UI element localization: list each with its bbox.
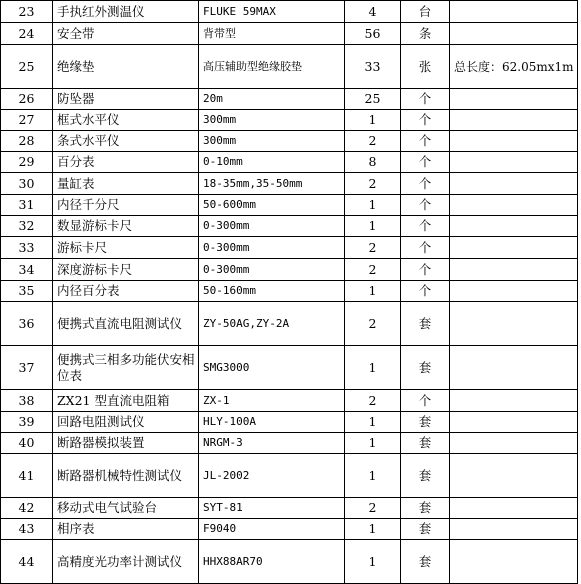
row-number-cell: 24: [1, 23, 53, 45]
table-row: [1, 216, 578, 237]
item-unit-cell: 条: [401, 23, 450, 45]
row-number-cell: 30: [1, 173, 53, 195]
item-unit-cell: 个: [401, 195, 450, 216]
item-quantity-cell: 56: [345, 23, 401, 45]
item-spec-cell: NRGM-3: [199, 433, 345, 454]
item-name-cell: 条式水平仪: [53, 131, 199, 152]
item-unit-cell: 个: [401, 131, 450, 152]
remarks-cell: [450, 110, 578, 131]
remarks-cell: [450, 412, 578, 433]
item-quantity-cell: 1: [345, 540, 401, 584]
item-quantity-cell: 1: [345, 412, 401, 433]
item-name-cell: 数显游标卡尺: [53, 216, 199, 237]
table-row: [1, 89, 578, 110]
item-name-cell: 内径百分表: [53, 281, 199, 302]
equipment-table-body: [1, 1, 578, 584]
item-unit-cell: 个: [401, 216, 450, 237]
row-number-cell: 28: [1, 131, 53, 152]
item-spec-cell: HLY-100A: [199, 412, 345, 433]
item-quantity-cell: 25: [345, 89, 401, 110]
table-row: [1, 498, 578, 519]
table-row: [1, 131, 578, 152]
item-unit-cell: 台: [401, 1, 450, 23]
item-spec-cell: 高压辅助型绝缘胶垫: [199, 45, 345, 89]
item-quantity-cell: 2: [345, 259, 401, 281]
row-number-cell: 39: [1, 412, 53, 433]
item-unit-cell: 套: [401, 454, 450, 498]
row-number-cell: 40: [1, 433, 53, 454]
table-row: [1, 23, 578, 45]
row-number-cell: 26: [1, 89, 53, 110]
remarks-cell: [450, 498, 578, 519]
item-spec-cell: 0-300mm: [199, 237, 345, 259]
item-unit-cell: 个: [401, 152, 450, 173]
item-quantity-cell: 1: [345, 519, 401, 540]
remarks-cell: [450, 433, 578, 454]
row-number-cell: 38: [1, 390, 53, 412]
item-name-cell: 安全带: [53, 23, 199, 45]
item-unit-cell: 套: [401, 302, 450, 346]
item-name-cell: 手执红外测温仪: [53, 1, 199, 23]
item-quantity-cell: 2: [345, 498, 401, 519]
item-name-cell: 防坠器: [53, 89, 199, 110]
item-unit-cell: 个: [401, 110, 450, 131]
item-quantity-cell: 1: [345, 110, 401, 131]
table-row: [1, 346, 578, 390]
item-name-cell: 深度游标卡尺: [53, 259, 199, 281]
table-row: [1, 110, 578, 131]
row-number-cell: 32: [1, 216, 53, 237]
remarks-cell: [450, 540, 578, 584]
item-quantity-cell: 4: [345, 1, 401, 23]
table-row: [1, 173, 578, 195]
table-row: [1, 45, 578, 89]
remarks-cell: [450, 1, 578, 23]
item-name-cell: 量缸表: [53, 173, 199, 195]
row-number-cell: 31: [1, 195, 53, 216]
table-row: [1, 281, 578, 302]
remarks-cell: [450, 173, 578, 195]
remarks-cell: [450, 131, 578, 152]
item-quantity-cell: 2: [345, 390, 401, 412]
item-quantity-cell: 33: [345, 45, 401, 89]
table-row: [1, 1, 578, 23]
item-quantity-cell: 1: [345, 216, 401, 237]
row-number-cell: 41: [1, 454, 53, 498]
item-name-cell: 百分表: [53, 152, 199, 173]
item-name-cell: 高精度光功率计测试仪: [53, 540, 199, 584]
item-unit-cell: 套: [401, 540, 450, 584]
remarks-cell: [450, 23, 578, 45]
item-quantity-cell: 1: [345, 195, 401, 216]
row-number-cell: 42: [1, 498, 53, 519]
item-quantity-cell: 1: [345, 346, 401, 390]
item-name-cell: 内径千分尺: [53, 195, 199, 216]
item-spec-cell: 0-300mm: [199, 259, 345, 281]
table-row: [1, 195, 578, 216]
item-quantity-cell: 1: [345, 433, 401, 454]
remarks-cell: [450, 281, 578, 302]
table-row: [1, 302, 578, 346]
item-unit-cell: 套: [401, 433, 450, 454]
row-number-cell: 25: [1, 45, 53, 89]
item-spec-cell: ZY-50AG,ZY-2A: [199, 302, 345, 346]
table-row: [1, 259, 578, 281]
table-row: [1, 540, 578, 584]
row-number-cell: 27: [1, 110, 53, 131]
item-name-cell: 绝缘垫: [53, 45, 199, 89]
item-name-cell: 便携式三相多功能伏安相位表: [53, 346, 199, 390]
item-name-cell: ZX21 型直流电阻箱: [53, 390, 199, 412]
remarks-cell: [450, 237, 578, 259]
item-unit-cell: 个: [401, 89, 450, 110]
row-number-cell: 44: [1, 540, 53, 584]
item-quantity-cell: 2: [345, 131, 401, 152]
item-spec-cell: 300mm: [199, 110, 345, 131]
row-number-cell: 33: [1, 237, 53, 259]
item-spec-cell: ZX-1: [199, 390, 345, 412]
item-spec-cell: 18-35mm,35-50mm: [199, 173, 345, 195]
item-unit-cell: 个: [401, 237, 450, 259]
remarks-cell: [450, 216, 578, 237]
item-spec-cell: 0-10mm: [199, 152, 345, 173]
item-unit-cell: 套: [401, 346, 450, 390]
item-quantity-cell: 2: [345, 173, 401, 195]
item-spec-cell: 背带型: [199, 23, 345, 45]
item-quantity-cell: 2: [345, 302, 401, 346]
item-spec-cell: 50-600mm: [199, 195, 345, 216]
table-row: [1, 390, 578, 412]
table-row: [1, 519, 578, 540]
item-quantity-cell: 2: [345, 237, 401, 259]
item-quantity-cell: 8: [345, 152, 401, 173]
remarks-cell: 总长度：62.05mx1m: [450, 45, 578, 89]
item-unit-cell: 个: [401, 259, 450, 281]
row-number-cell: 35: [1, 281, 53, 302]
item-spec-cell: F9040: [199, 519, 345, 540]
item-name-cell: 回路电阻测试仪: [53, 412, 199, 433]
item-name-cell: 框式水平仪: [53, 110, 199, 131]
table-row: [1, 433, 578, 454]
remarks-cell: [450, 346, 578, 390]
row-number-cell: 34: [1, 259, 53, 281]
item-spec-cell: SYT-81: [199, 498, 345, 519]
item-unit-cell: 张: [401, 45, 450, 89]
row-number-cell: 23: [1, 1, 53, 23]
item-unit-cell: 套: [401, 519, 450, 540]
item-spec-cell: JL-2002: [199, 454, 345, 498]
remarks-cell: [450, 195, 578, 216]
remarks-cell: [450, 302, 578, 346]
item-name-cell: 游标卡尺: [53, 237, 199, 259]
item-unit-cell: 套: [401, 498, 450, 519]
item-spec-cell: 20m: [199, 89, 345, 110]
table-row: [1, 412, 578, 433]
item-spec-cell: 0-300mm: [199, 216, 345, 237]
item-name-cell: 相序表: [53, 519, 199, 540]
item-spec-cell: FLUKE 59MAX: [199, 1, 345, 23]
item-unit-cell: 套: [401, 412, 450, 433]
item-name-cell: 移动式电气试验台: [53, 498, 199, 519]
row-number-cell: 43: [1, 519, 53, 540]
item-unit-cell: 个: [401, 281, 450, 302]
item-name-cell: 断路器模拟装置: [53, 433, 199, 454]
table-row: [1, 454, 578, 498]
item-quantity-cell: 1: [345, 454, 401, 498]
item-quantity-cell: 1: [345, 281, 401, 302]
row-number-cell: 37: [1, 346, 53, 390]
remarks-cell: [450, 519, 578, 540]
item-name-cell: 便携式直流电阻测试仪: [53, 302, 199, 346]
remarks-cell: [450, 259, 578, 281]
item-spec-cell: 50-160mm: [199, 281, 345, 302]
remarks-cell: [450, 390, 578, 412]
row-number-cell: 36: [1, 302, 53, 346]
item-name-cell: 断路器机械特性测试仪: [53, 454, 199, 498]
remarks-cell: [450, 454, 578, 498]
item-unit-cell: 个: [401, 390, 450, 412]
table-row: [1, 237, 578, 259]
remarks-cell: [450, 152, 578, 173]
remarks-cell: [450, 89, 578, 110]
item-spec-cell: HHX88AR70: [199, 540, 345, 584]
row-number-cell: 29: [1, 152, 53, 173]
table-row: [1, 152, 578, 173]
item-spec-cell: 300mm: [199, 131, 345, 152]
item-unit-cell: 个: [401, 173, 450, 195]
item-spec-cell: SMG3000: [199, 346, 345, 390]
